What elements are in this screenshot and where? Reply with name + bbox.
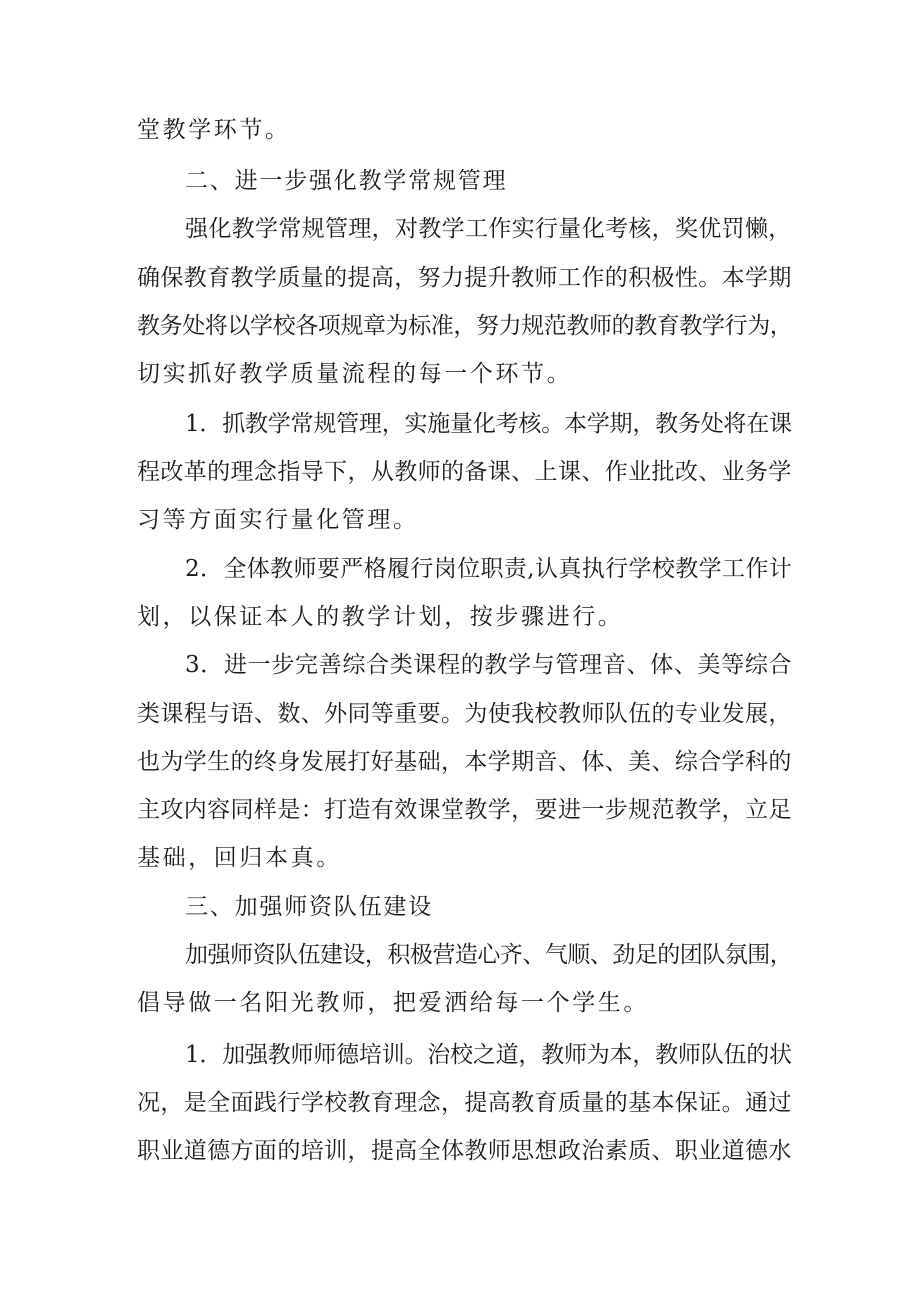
text-line: 主攻内容同样是：打造有效课堂教学，要进一步规范教学，立足 — [137, 797, 792, 823]
text-line: 职业道德方面的培训，提高全体教师思想政治素质、职业道德水 — [137, 1138, 792, 1164]
text-line: 也为学生的终身发展打好基础，本学期音、体、美、综合学科的 — [137, 749, 792, 775]
section-heading: 三、加强师资队伍建设 — [185, 894, 433, 920]
text-line: 况，是全面践行学校教育理念，提高教育质量的基本保证。通过 — [137, 1090, 792, 1116]
text-line: 强化教学常规管理，对教学工作实行量化考核，奖优罚懒， — [185, 216, 792, 242]
text-line: 1．抓教学常规管理，实施量化考核。本学期，教务处将在课 — [185, 411, 792, 437]
text-line: 3．进一步完善综合类课程的教学与管理音、体、美等综合 — [185, 652, 793, 678]
text-line: 教务处将以学校各项规章为标准，努力规范教师的教育教学行为， — [137, 313, 793, 339]
text-line: 划，以保证本人的教学计划，按步骤进行。 — [137, 604, 624, 630]
text-line: 倡导做一名阳光教师，把爱洒给每一个学生。 — [137, 990, 649, 1016]
text-line: 习等方面实行量化管理。 — [137, 507, 419, 533]
text-line: 加强师资队伍建设，积极营造心齐、气顺、劲足的团队氛围， — [185, 942, 793, 968]
section-heading: 二、进一步强化教学常规管理 — [185, 168, 508, 194]
text-line: 确保教育教学质量的提高，努力提升教师工作的积极性。本学期 — [137, 265, 792, 291]
text-line: 1．加强教师师德培训。治校之道，教师为本，教师队伍的状 — [185, 1042, 792, 1068]
text-line: 基础，回归本真。 — [137, 845, 342, 871]
text-line: 堂教学环节。 — [137, 117, 291, 143]
text-line: 2．全体教师要严格履行岗位职责,认真执行学校教学工作计 — [185, 556, 793, 582]
text-line: 类课程与语、数、外同等重要。为使我校教师队伍的专业发展， — [137, 701, 792, 727]
text-line: 切实抓好教学质量流程的每一个环节。 — [137, 361, 573, 387]
text-line: 程改革的理念指导下，从教师的备课、上课、作业批改、业务学 — [137, 459, 792, 485]
